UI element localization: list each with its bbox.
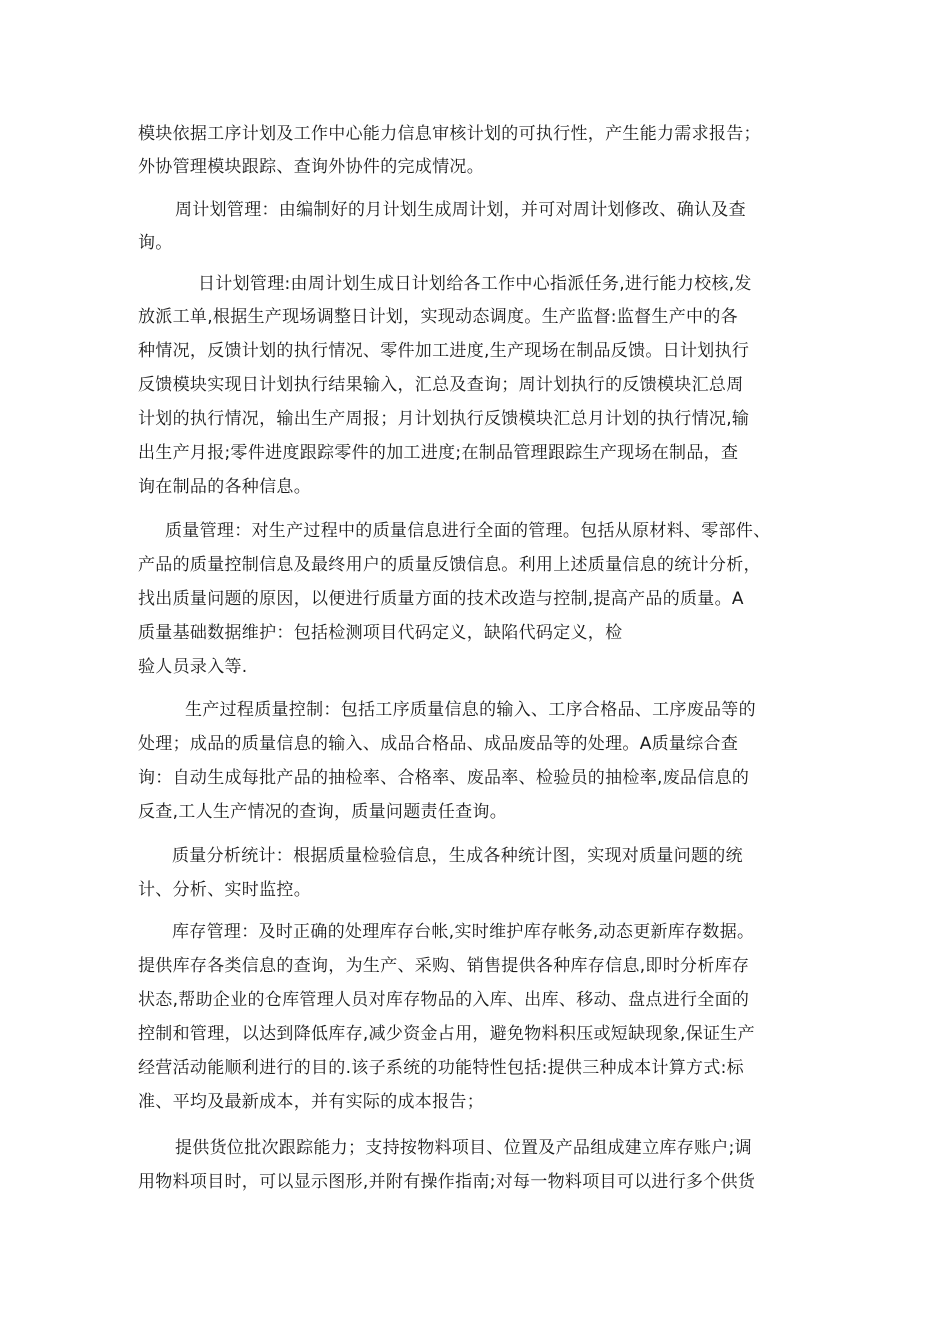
text-line: 准、平均及最新成本，并有实际的成本报告；	[138, 1092, 484, 1112]
text-line: 提供货位批次跟踪能力；支持按物料项目、位置及产品组成建立库存账户;调	[175, 1138, 752, 1158]
text-line: 计划的执行情况，输出生产周报；月计划执行反馈模块汇总月计划的执行情况,输	[138, 409, 750, 429]
text-line: 种情况，反馈计划的执行情况、零件加工进度,生产现场在制品反馈。日计划执行	[138, 341, 750, 361]
text-line: 经营活动能顺利进行的目的.该子系统的功能特性包括:提供三种成本计算方式:标	[138, 1058, 744, 1078]
text-line: 询在制品的各种信息。	[138, 477, 311, 497]
text-line: 状态,帮助企业的仓库管理人员对库存物品的入库、出库、移动、盘点进行全面的	[138, 990, 750, 1010]
text-line: 出生产月报;零件进度跟踪零件的加工进度;在制品管理跟踪生产现场在制品，查	[138, 443, 739, 463]
text-line: 库存管理：及时正确的处理库存台帐,实时维护库存帐务,动态更新库存数据。	[172, 922, 755, 942]
text-line: 询：自动生成每批产品的抽检率、合格率、废品率、检验员的抽检率,废品信息的	[138, 768, 750, 788]
text-line: 提供库存各类信息的查询，为生产、采购、销售提供各种库存信息,即时分析库存	[138, 956, 750, 976]
text-line: 产品的质量控制信息及最终用户的质量反馈信息。利用上述质量信息的统计分析，	[138, 555, 761, 575]
text-line: 用物料项目时，可以显示图形,并附有操作指南;对每一物料项目可以进行多个供货	[138, 1172, 756, 1192]
text-line: 找出质量问题的原因，以便进行质量方面的技术改造与控制,提高产品的质量。A	[138, 589, 744, 609]
text-line: 周计划管理：由编制好的月计划生成周计划，并可对周计划修改、确认及查	[175, 200, 746, 220]
text-line: 质量基础数据维护：包括检测项目代码定义，缺陷代码定义，检	[138, 623, 623, 643]
text-line: 日计划管理:由周计划生成日计划给各工作中心指派任务,进行能力校核,发	[198, 274, 752, 294]
text-line: 生产过程质量控制：包括工序质量信息的输入、工序合格品、工序废品等的	[185, 700, 756, 720]
text-line: 反查,工人生产情况的查询，质量问题责任查询。	[138, 802, 508, 822]
text-line: 质量分析统计：根据质量检验信息，生成各种统计图，实现对质量问题的统	[172, 846, 743, 866]
text-line: 反馈模块实现日计划执行结果输入，汇总及查询；周计划执行的反馈模块汇总周	[138, 375, 744, 395]
text-line: 模块依据工序计划及工作中心能力信息审核计划的可执行性，产生能力需求报告；	[138, 124, 761, 144]
text-line: 质量管理：对生产过程中的质量信息进行全面的管理。包括从原材料、零部件、	[165, 521, 771, 541]
text-line: 放派工单,根据生产现场调整日计划，实现动态调度。生产监督:监督生产中的各	[138, 307, 738, 327]
text-line: 控制和管理，以达到降低库存,减少资金占用，避免物料积压或短缺现象,保证生产	[138, 1024, 755, 1044]
text-line: 外协管理模块跟踪、查询外协件的完成情况。	[138, 157, 484, 177]
text-line: 验人员录入等.	[138, 657, 248, 677]
text-line: 计、分析、实时监控。	[138, 880, 311, 900]
text-line: 处理；成品的质量信息的输入、成品合格品、成品废品等的处理。A质量综合查	[138, 734, 739, 754]
text-line: 询。	[138, 233, 173, 253]
